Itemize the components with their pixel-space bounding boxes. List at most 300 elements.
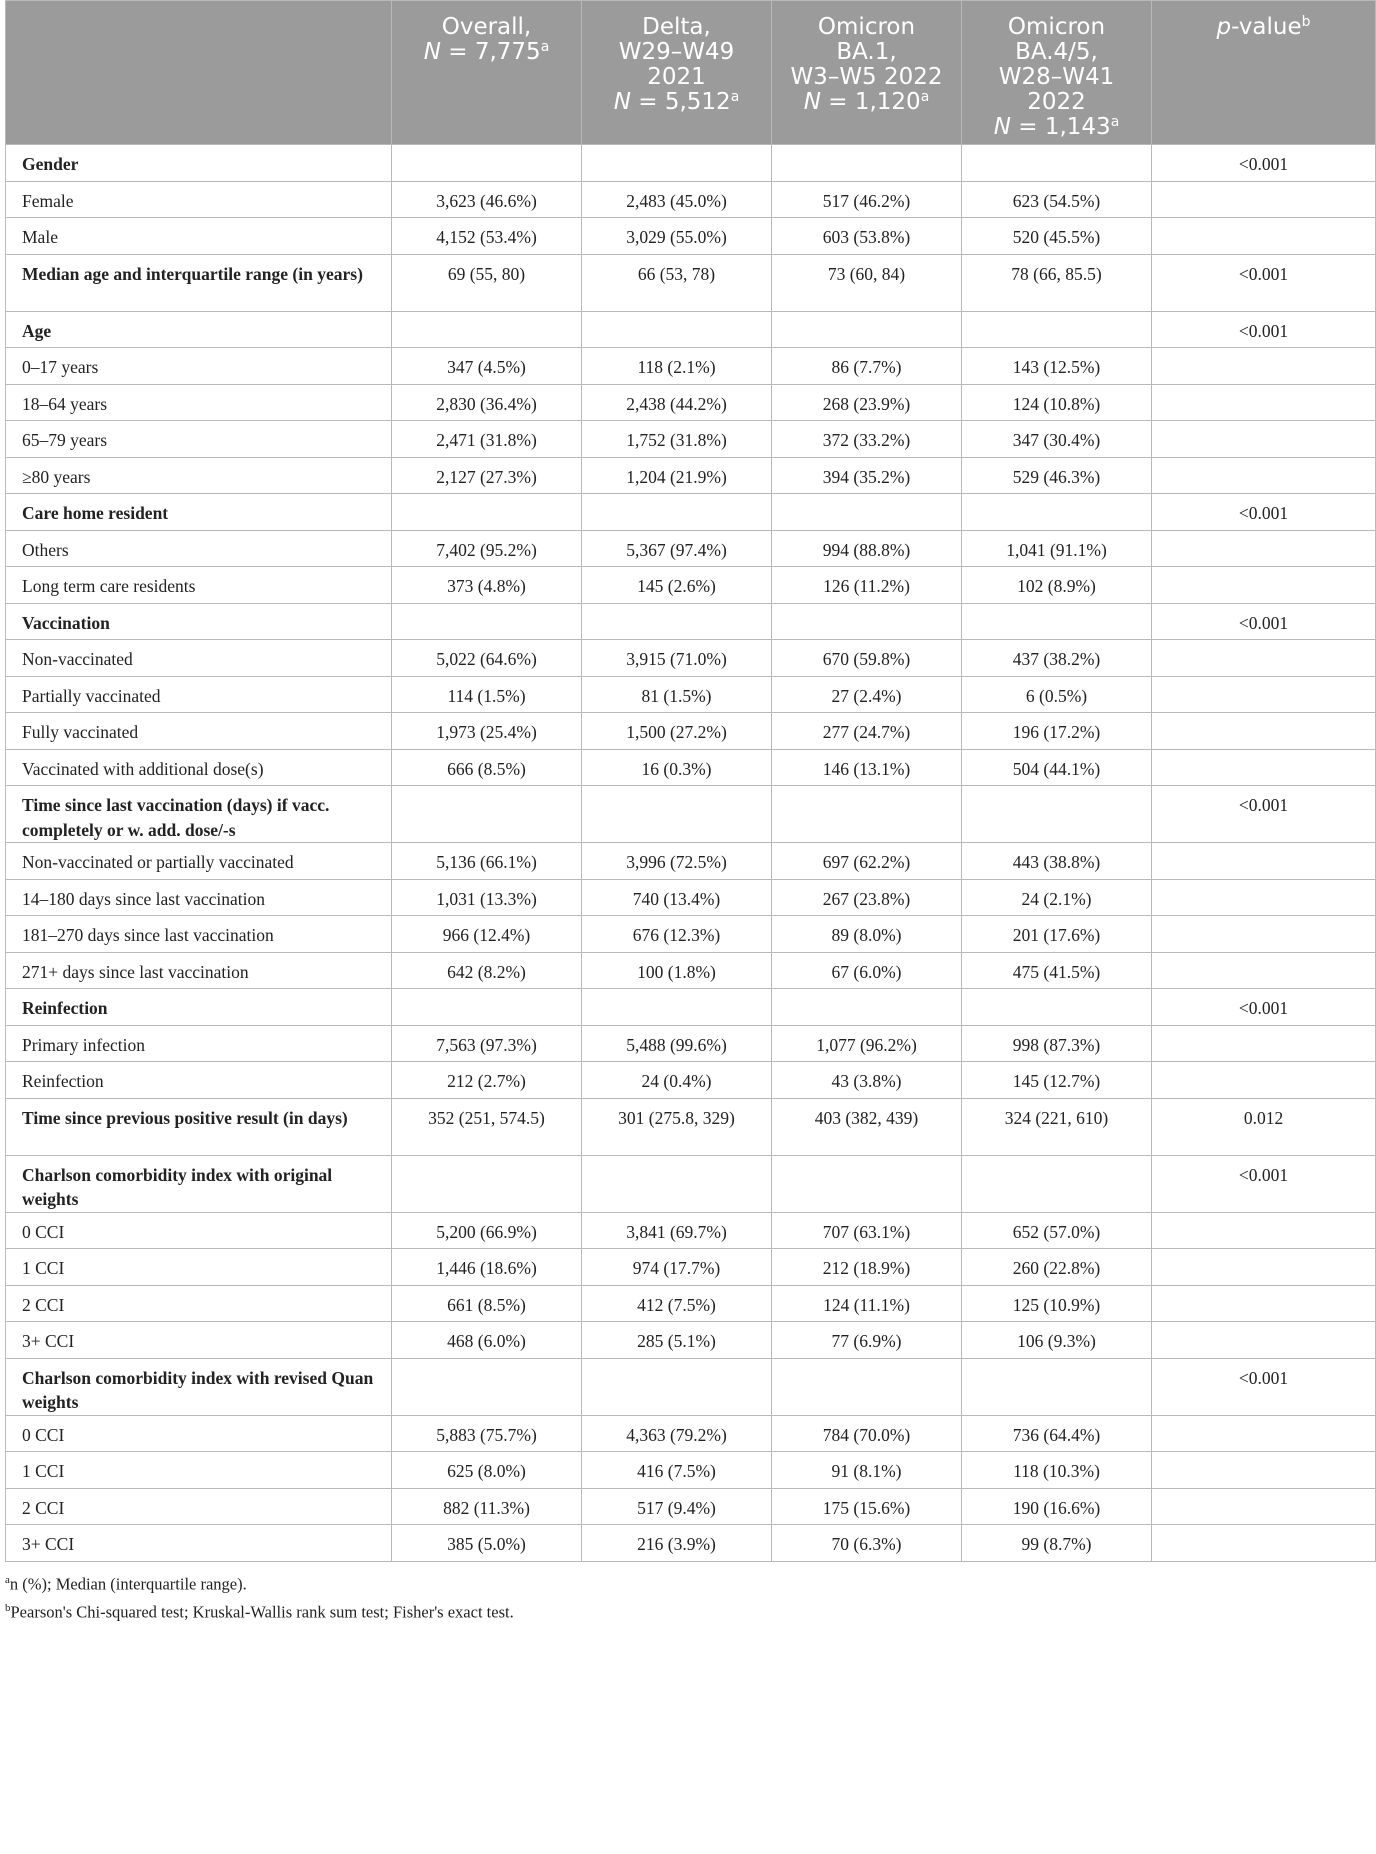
- p-value-text: [1158, 713, 1369, 720]
- value-text: [398, 1156, 575, 1163]
- row-label-text: Female: [22, 190, 74, 211]
- value-cell: [582, 1452, 772, 1489]
- row-label: [6, 254, 392, 311]
- table-row: [6, 1488, 1376, 1525]
- value-text: [398, 1359, 575, 1366]
- value-text: 3,841 (69.7%): [626, 1221, 727, 1242]
- value-text: 216 (3.9%): [637, 1534, 716, 1554]
- value-text: 1,752 (31.8%): [626, 430, 727, 450]
- value-cell: [962, 1525, 1152, 1562]
- value-text: [778, 494, 955, 501]
- value-text: 324 (221, 610): [1004, 1107, 1109, 1128]
- value-text: 468 (6.0%): [447, 1331, 526, 1351]
- header-line: W28–W41: [998, 64, 1115, 90]
- value-text: 5,488 (99.6%): [626, 1034, 727, 1055]
- header-line: Omicron: [1007, 14, 1106, 40]
- value-cell: [582, 181, 772, 218]
- row-label: [6, 843, 392, 880]
- value-text: 394 (35.2%): [822, 466, 911, 487]
- row-label: [6, 713, 392, 750]
- row-label: [6, 1525, 392, 1562]
- p-value-text: <0.001: [1238, 795, 1289, 815]
- value-text: 1,500 (27.2%): [626, 722, 727, 742]
- value-cell: [772, 1025, 962, 1062]
- value-cell: [772, 713, 962, 750]
- row-label: [6, 348, 392, 385]
- value-cell: [582, 1415, 772, 1452]
- value-cell: [392, 181, 582, 218]
- p-value-text: [1158, 567, 1369, 574]
- value-cell: [582, 603, 772, 640]
- p-value-text: [1158, 916, 1369, 923]
- value-cell: [772, 989, 962, 1026]
- value-text: 175 (15.6%): [822, 1497, 911, 1518]
- value-cell: [392, 1452, 582, 1489]
- value-cell: [582, 530, 772, 567]
- value-cell: [772, 640, 962, 677]
- row-label: [6, 457, 392, 494]
- value-text: 670 (59.8%): [822, 649, 911, 669]
- value-cell: [582, 218, 772, 255]
- table-row: [6, 676, 1376, 713]
- value-cell: [582, 254, 772, 311]
- value-cell: [772, 1062, 962, 1099]
- value-text: 652 (57.0%): [1012, 1221, 1101, 1242]
- row-label-text: Time since previous positive result (in days): [22, 1107, 348, 1128]
- value-cell: [962, 676, 1152, 713]
- footnote-a: [5, 1570, 247, 1595]
- characteristics-table: [5, 0, 1376, 1562]
- p-value-cell: [1152, 713, 1376, 750]
- value-text: 143 (12.5%): [1012, 357, 1101, 377]
- p-value-cell: [1152, 1452, 1376, 1489]
- row-label-text: Non-vaccinated or partially vaccinated: [22, 852, 294, 872]
- value-text: 190 (16.6%): [1012, 1497, 1101, 1518]
- value-text: 78 (66, 85.5): [1011, 263, 1102, 284]
- p-value-cell: [1152, 1525, 1376, 1562]
- value-cell: [962, 989, 1152, 1026]
- p-value-cell: [1152, 1322, 1376, 1359]
- header-line: BA.4/5,: [1015, 39, 1098, 65]
- header-line: W29–W49: [618, 39, 735, 65]
- value-cell: [962, 1415, 1152, 1452]
- p-value-text: [1158, 348, 1369, 355]
- value-cell: [962, 530, 1152, 567]
- value-cell: [962, 713, 1152, 750]
- row-label: [6, 145, 392, 182]
- row-label: [6, 1098, 392, 1155]
- value-cell: [582, 676, 772, 713]
- footnote-text: Pearson's Chi-squared test; Kruskal-Wallis rank sum test; Fisher's exact test.: [10, 1602, 514, 1621]
- p-value-cell: [1152, 1062, 1376, 1099]
- value-text: 1,041 (91.1%): [1006, 539, 1107, 560]
- value-text: 740 (13.4%): [632, 888, 721, 909]
- table-row: [6, 218, 1376, 255]
- value-cell: [962, 603, 1152, 640]
- value-cell: [392, 1249, 582, 1286]
- header-cell-omicron-ba1: [772, 1, 962, 145]
- table-row: [6, 1025, 1376, 1062]
- table-row: [6, 1322, 1376, 1359]
- p-value-text: [1158, 1452, 1369, 1459]
- value-cell: [392, 1415, 582, 1452]
- value-cell: [582, 786, 772, 843]
- value-text: 373 (4.8%): [447, 576, 526, 596]
- value-text: 5,200 (66.9%): [436, 1221, 537, 1242]
- row-label-text: Vaccinated with additional dose(s): [22, 758, 264, 779]
- value-text: 707 (63.1%): [822, 1221, 911, 1242]
- table-row: [6, 640, 1376, 677]
- value-cell: [392, 218, 582, 255]
- value-text: 7,563 (97.3%): [436, 1034, 537, 1055]
- value-cell: [392, 421, 582, 458]
- value-cell: [962, 181, 1152, 218]
- table-group-row: [6, 494, 1376, 531]
- value-cell: [962, 384, 1152, 421]
- value-cell: [582, 989, 772, 1026]
- value-cell: [582, 1155, 772, 1212]
- row-label-text: 0 CCI: [22, 1221, 65, 1242]
- value-text: 91 (8.1%): [831, 1461, 902, 1481]
- value-cell: [962, 1322, 1152, 1359]
- value-text: 2,438 (44.2%): [626, 393, 727, 414]
- table-row: [6, 567, 1376, 604]
- row-label: [6, 1322, 392, 1359]
- value-text: [398, 786, 575, 793]
- value-cell: [392, 1062, 582, 1099]
- table-row: [6, 843, 1376, 880]
- value-cell: [392, 640, 582, 677]
- value-cell: [962, 254, 1152, 311]
- value-cell: [582, 145, 772, 182]
- header-line: Omicron: [817, 14, 916, 40]
- header-cell-omicron-ba45: [962, 1, 1152, 145]
- value-text: 882 (11.3%): [443, 1497, 530, 1518]
- value-cell: [392, 567, 582, 604]
- value-cell: [582, 1062, 772, 1099]
- row-label-text: Partially vaccinated: [22, 685, 161, 706]
- row-label: [6, 952, 392, 989]
- value-cell: [582, 384, 772, 421]
- value-text: 443 (38.8%): [1012, 852, 1101, 872]
- value-text: 3,623 (46.6%): [436, 190, 537, 211]
- footnote-marker: a: [5, 1573, 10, 1586]
- value-text: [968, 1156, 1145, 1163]
- value-cell: [392, 348, 582, 385]
- value-text: 102 (8.9%): [1017, 576, 1096, 596]
- value-text: 100 (1.8%): [637, 961, 716, 982]
- row-label-text: 1 CCI: [22, 1461, 65, 1481]
- value-cell: [772, 145, 962, 182]
- value-cell: [582, 567, 772, 604]
- value-text: [968, 786, 1145, 793]
- value-cell: [392, 1212, 582, 1249]
- value-cell: [582, 749, 772, 786]
- table-row: [6, 916, 1376, 953]
- row-label-text: Primary infection: [22, 1034, 145, 1055]
- value-cell: [392, 603, 582, 640]
- value-text: 1,031 (13.3%): [436, 888, 537, 909]
- value-cell: [392, 843, 582, 880]
- value-text: 6 (0.5%): [1025, 685, 1088, 706]
- value-text: 73 (60, 84): [827, 263, 906, 284]
- value-cell: [392, 457, 582, 494]
- value-cell: [392, 1285, 582, 1322]
- value-cell: [772, 1525, 962, 1562]
- header-line: Overall,: [441, 14, 532, 40]
- p-value-cell: [1152, 879, 1376, 916]
- p-value-cell: [1152, 749, 1376, 786]
- value-text: 5,022 (64.6%): [436, 649, 537, 669]
- value-cell: [772, 567, 962, 604]
- value-text: [778, 1359, 955, 1366]
- table-group-row: [6, 1358, 1376, 1415]
- value-text: 146 (13.1%): [822, 758, 911, 779]
- table-group-row: [6, 311, 1376, 348]
- p-value-text: <0.001: [1238, 998, 1289, 1018]
- value-cell: [772, 421, 962, 458]
- table-group-row: [6, 989, 1376, 1026]
- value-text: 201 (17.6%): [1012, 925, 1101, 945]
- row-label: [6, 311, 392, 348]
- value-cell: [772, 916, 962, 953]
- row-label-text: 2 CCI: [22, 1294, 65, 1315]
- header-line: N = 5,512$^a$: [613, 89, 740, 115]
- row-label-text: Male: [22, 227, 58, 247]
- value-cell: [392, 1358, 582, 1415]
- table-row: [6, 1415, 1376, 1452]
- value-cell: [392, 676, 582, 713]
- value-text: 212 (18.9%): [822, 1258, 911, 1278]
- table-group-row: [6, 1098, 1376, 1155]
- header-line: N = 7,775$^a$: [423, 39, 550, 65]
- value-cell: [772, 1322, 962, 1359]
- value-cell: [772, 676, 962, 713]
- value-cell: [392, 530, 582, 567]
- value-cell: [392, 989, 582, 1026]
- footnote-marker: a: [920, 89, 930, 105]
- value-text: 372 (33.2%): [822, 430, 911, 450]
- value-cell: [582, 1358, 772, 1415]
- value-text: 5,367 (97.4%): [626, 539, 727, 560]
- value-text: 86 (7.7%): [831, 357, 902, 377]
- value-text: [778, 1156, 955, 1163]
- footnote-text: n (%); Median (interquartile range).: [9, 1574, 247, 1593]
- table-group-row: [6, 786, 1376, 843]
- row-label: [6, 1285, 392, 1322]
- p-value-text: [1158, 1249, 1369, 1256]
- value-text: [968, 494, 1145, 501]
- table-group-row: [6, 254, 1376, 311]
- value-text: 475 (41.5%): [1012, 961, 1101, 982]
- p-value-cell: [1152, 457, 1376, 494]
- table-row: [6, 1062, 1376, 1099]
- value-cell: [962, 218, 1152, 255]
- value-cell: [582, 311, 772, 348]
- p-value-text: [1158, 843, 1369, 850]
- row-label: [6, 676, 392, 713]
- row-label-text: 0–17 years: [22, 357, 99, 377]
- value-cell: [962, 1098, 1152, 1155]
- value-text: 403 (382, 439): [814, 1107, 919, 1128]
- row-label-text: 2 CCI: [22, 1497, 65, 1518]
- value-cell: [962, 567, 1152, 604]
- value-text: 2,471 (31.8%): [436, 430, 537, 450]
- row-label-text: Non-vaccinated: [22, 649, 133, 669]
- value-text: [588, 145, 765, 152]
- p-value-text: [1158, 880, 1369, 887]
- header-cell-p-value: [1152, 1, 1376, 145]
- p-value-text: <0.001: [1238, 1164, 1289, 1185]
- value-cell: [772, 843, 962, 880]
- row-label-text: Time since last vaccination (days) if vacc. completely or w. add. dose/-s: [22, 795, 330, 840]
- value-cell: [962, 1212, 1152, 1249]
- value-cell: [392, 145, 582, 182]
- value-text: [398, 312, 575, 319]
- p-value-cell: [1152, 1285, 1376, 1322]
- footnote-marker: b: [5, 1601, 11, 1614]
- row-label: [6, 916, 392, 953]
- value-text: 661 (8.5%): [447, 1294, 526, 1315]
- value-cell: [582, 457, 772, 494]
- table-row: [6, 1525, 1376, 1562]
- value-cell: [392, 1322, 582, 1359]
- p-value-cell: [1152, 603, 1376, 640]
- p-value-cell: [1152, 494, 1376, 531]
- value-cell: [772, 1358, 962, 1415]
- value-cell: [962, 879, 1152, 916]
- value-cell: [392, 786, 582, 843]
- table-row: [6, 530, 1376, 567]
- p-value-cell: [1152, 1358, 1376, 1415]
- value-cell: [772, 603, 962, 640]
- header-line: p-value$^b$: [1216, 14, 1311, 40]
- value-text: 998 (87.3%): [1012, 1034, 1101, 1055]
- value-text: 267 (23.8%): [822, 888, 911, 909]
- value-text: 77 (6.9%): [831, 1331, 902, 1351]
- row-label-text: Long term care residents: [22, 576, 196, 596]
- p-value-cell: [1152, 640, 1376, 677]
- table-row: [6, 952, 1376, 989]
- row-label: [6, 1415, 392, 1452]
- value-cell: [582, 843, 772, 880]
- p-value-cell: [1152, 530, 1376, 567]
- header-line: N = 1,120$^a$: [803, 89, 930, 115]
- table-container: [5, 0, 1375, 1562]
- value-text: [588, 494, 765, 501]
- value-cell: [962, 952, 1152, 989]
- value-cell: [962, 1452, 1152, 1489]
- p-value-text: <0.001: [1238, 154, 1289, 174]
- value-text: 347 (30.4%): [1012, 430, 1101, 450]
- value-cell: [582, 952, 772, 989]
- value-cell: [772, 1285, 962, 1322]
- table-body: [6, 145, 1376, 1562]
- value-text: 784 (70.0%): [822, 1424, 911, 1445]
- value-text: 994 (88.8%): [822, 539, 911, 560]
- value-cell: [392, 494, 582, 531]
- row-label-text: Reinfection: [22, 1071, 104, 1091]
- value-cell: [392, 952, 582, 989]
- footnote-marker: a: [730, 89, 740, 105]
- value-cell: [772, 218, 962, 255]
- value-cell: [582, 1249, 772, 1286]
- p-value-text: [1158, 385, 1369, 392]
- value-cell: [772, 384, 962, 421]
- p-value-text: [1158, 421, 1369, 428]
- value-text: 24 (2.1%): [1021, 888, 1092, 909]
- value-cell: [582, 1098, 772, 1155]
- row-label-text: Charlson comorbidity index with revised Quan weights: [22, 1367, 374, 1412]
- p-value-cell: [1152, 311, 1376, 348]
- p-value-cell: [1152, 567, 1376, 604]
- row-label-text: Care home resident: [22, 503, 169, 523]
- row-label: [6, 1155, 392, 1212]
- p-value-text: [1158, 182, 1369, 189]
- value-cell: [582, 879, 772, 916]
- p-value-text: [1158, 1026, 1369, 1033]
- value-text: 43 (3.8%): [831, 1071, 902, 1091]
- value-text: 4,152 (53.4%): [436, 227, 537, 247]
- header-line: 2022: [1027, 89, 1086, 115]
- p-value-cell: [1152, 348, 1376, 385]
- value-cell: [772, 1212, 962, 1249]
- value-cell: [582, 1488, 772, 1525]
- p-value-text: <0.001: [1238, 1367, 1289, 1388]
- value-text: 27 (2.4%): [831, 685, 902, 706]
- value-cell: [962, 1155, 1152, 1212]
- value-cell: [582, 1285, 772, 1322]
- value-cell: [392, 311, 582, 348]
- row-label: [6, 603, 392, 640]
- header-cell-delta: [582, 1, 772, 145]
- value-cell: [772, 1452, 962, 1489]
- value-cell: [772, 1249, 962, 1286]
- value-cell: [962, 640, 1152, 677]
- row-label: [6, 1488, 392, 1525]
- value-cell: [772, 311, 962, 348]
- value-text: 736 (64.4%): [1012, 1424, 1101, 1445]
- row-label: [6, 530, 392, 567]
- value-cell: [582, 1525, 772, 1562]
- table-group-row: [6, 603, 1376, 640]
- p-value-text: [1158, 1489, 1369, 1496]
- header-line: BA.1,: [836, 39, 897, 65]
- row-label: [6, 879, 392, 916]
- footnote-marker: a: [540, 39, 550, 55]
- value-cell: [392, 749, 582, 786]
- value-cell: [772, 1488, 962, 1525]
- row-label-text: 1 CCI: [22, 1258, 65, 1278]
- value-text: 517 (9.4%): [637, 1497, 716, 1518]
- footnote-marker: b: [1301, 14, 1311, 30]
- value-text: 67 (6.0%): [831, 961, 902, 982]
- row-label: [6, 384, 392, 421]
- value-text: [398, 989, 575, 996]
- table-row: [6, 1285, 1376, 1322]
- footnote-marker: a: [1110, 114, 1120, 130]
- p-value-text: [1158, 953, 1369, 960]
- value-text: 145 (2.6%): [637, 576, 716, 596]
- value-text: 697 (62.2%): [822, 852, 911, 872]
- value-text: 3,029 (55.0%): [626, 227, 727, 247]
- value-text: [398, 145, 575, 152]
- table-row: [6, 713, 1376, 750]
- value-text: 285 (5.1%): [637, 1331, 716, 1351]
- value-cell: [962, 916, 1152, 953]
- value-cell: [582, 1025, 772, 1062]
- p-value-cell: [1152, 1155, 1376, 1212]
